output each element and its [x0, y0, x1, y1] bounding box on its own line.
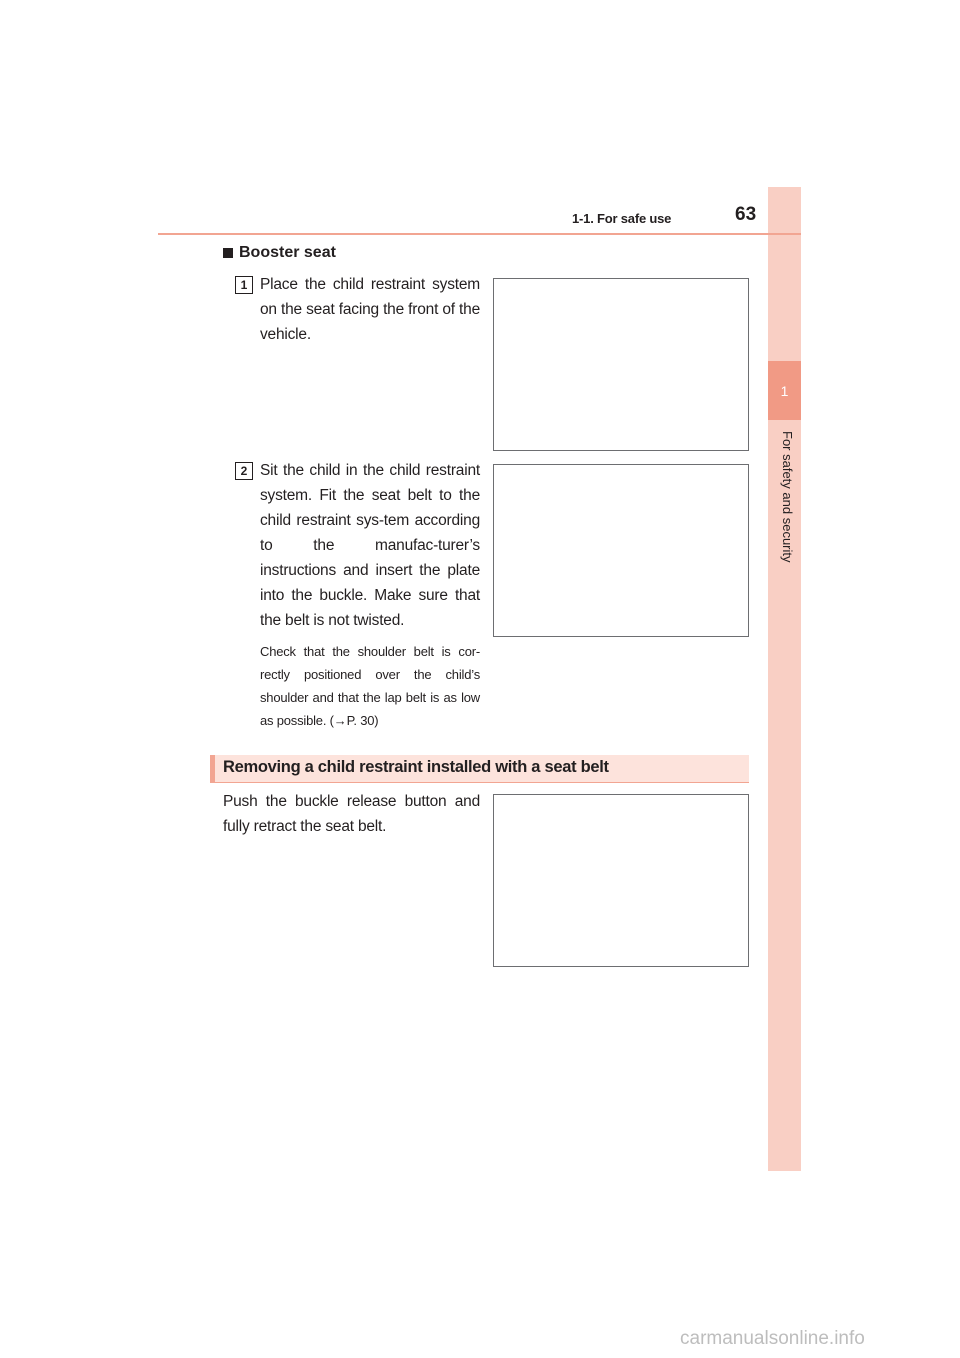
step-number-2: 2 — [235, 462, 253, 480]
header-divider — [158, 233, 801, 235]
step-2-text: Sit the child in the child restraint system. Fit the seat belt to the child restraint sys-tem according to the manufac-turer’s instructions and insert the plate into the buckle. Make sure that the belt is not twisted. — [260, 462, 480, 629]
chapter-side-tab — [768, 187, 801, 1171]
section-header: 1-1. For safe use — [572, 211, 672, 226]
sub-heading-text: Booster seat — [239, 244, 336, 261]
step-number-1: 1 — [235, 276, 253, 294]
chapter-number: 1 — [768, 361, 801, 420]
page-number: 63 — [735, 204, 757, 225]
section-title: Removing a child restraint installed with a seat belt — [223, 758, 609, 776]
chapter-title: For safety and security — [780, 431, 795, 563]
removing-text: Push the buckle release button and fully retract the seat belt. — [223, 793, 480, 835]
step-2-note: Check that the shoulder belt is cor-rectly positioned over the child’s shoulder and that the lap belt is as low as possible. (→P. 30) — [260, 644, 480, 728]
step-1-text: Place the child restraint system on the seat facing the front of the vehicle. — [260, 276, 480, 343]
watermark: carmanualsonline.info — [680, 1328, 865, 1349]
illustration-step-2 — [493, 464, 749, 637]
illustration-step-1 — [493, 278, 749, 451]
section-heading-bar — [210, 755, 749, 783]
illustration-removing — [493, 794, 749, 967]
square-bullet-icon — [223, 248, 233, 258]
sub-heading — [223, 244, 336, 262]
